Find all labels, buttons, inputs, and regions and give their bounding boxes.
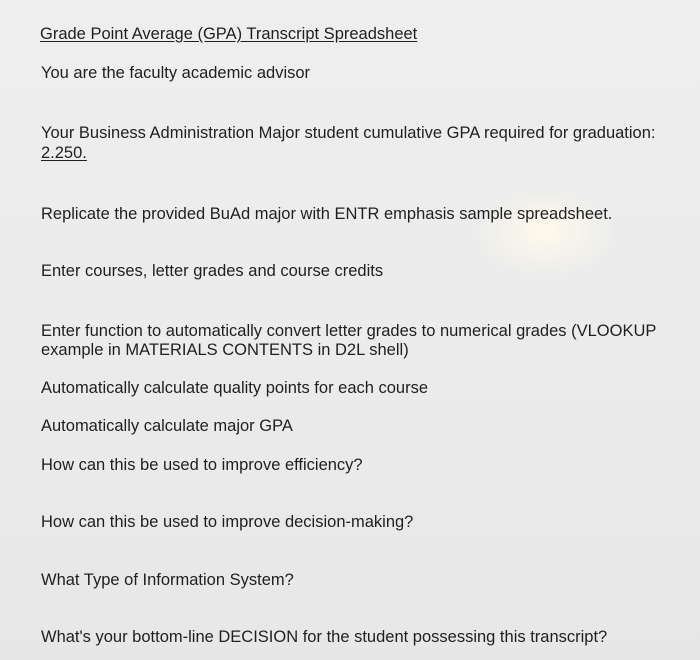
- document-title: Grade Point Average (GPA) Transcript Spreadsheet: [40, 25, 418, 43]
- gpa-requirement-text: Your Business Administration Major student cumulative GPA required for graduation:: [41, 124, 656, 142]
- question-bottom-line-decision: What's your bottom-line DECISION for the student possessing this transcript?: [41, 628, 608, 646]
- instruction-enter-courses: Enter courses, letter grades and course credits: [41, 262, 384, 280]
- question-decision-making: How can this be used to improve decision-making?: [41, 513, 414, 531]
- task-major-gpa: Automatically calculate major GPA: [41, 417, 293, 435]
- question-efficiency: How can this be used to improve efficiency?: [41, 456, 363, 474]
- gpa-requirement-value: 2.250.: [41, 144, 87, 162]
- function-instruction-line1: Enter function to automatically convert letter grades to numerical grades (VLOOKUP: [41, 322, 657, 340]
- instruction-replicate: Replicate the provided BuAd major with ENTR emphasis sample spreadsheet.: [41, 205, 613, 223]
- function-instruction-line2: example in MATERIALS CONTENTS in D2L shell): [41, 341, 409, 359]
- task-quality-points: Automatically calculate quality points for each course: [41, 379, 429, 397]
- role-statement: You are the faculty academic advisor: [41, 64, 311, 82]
- question-information-system: What Type of Information System?: [41, 571, 294, 589]
